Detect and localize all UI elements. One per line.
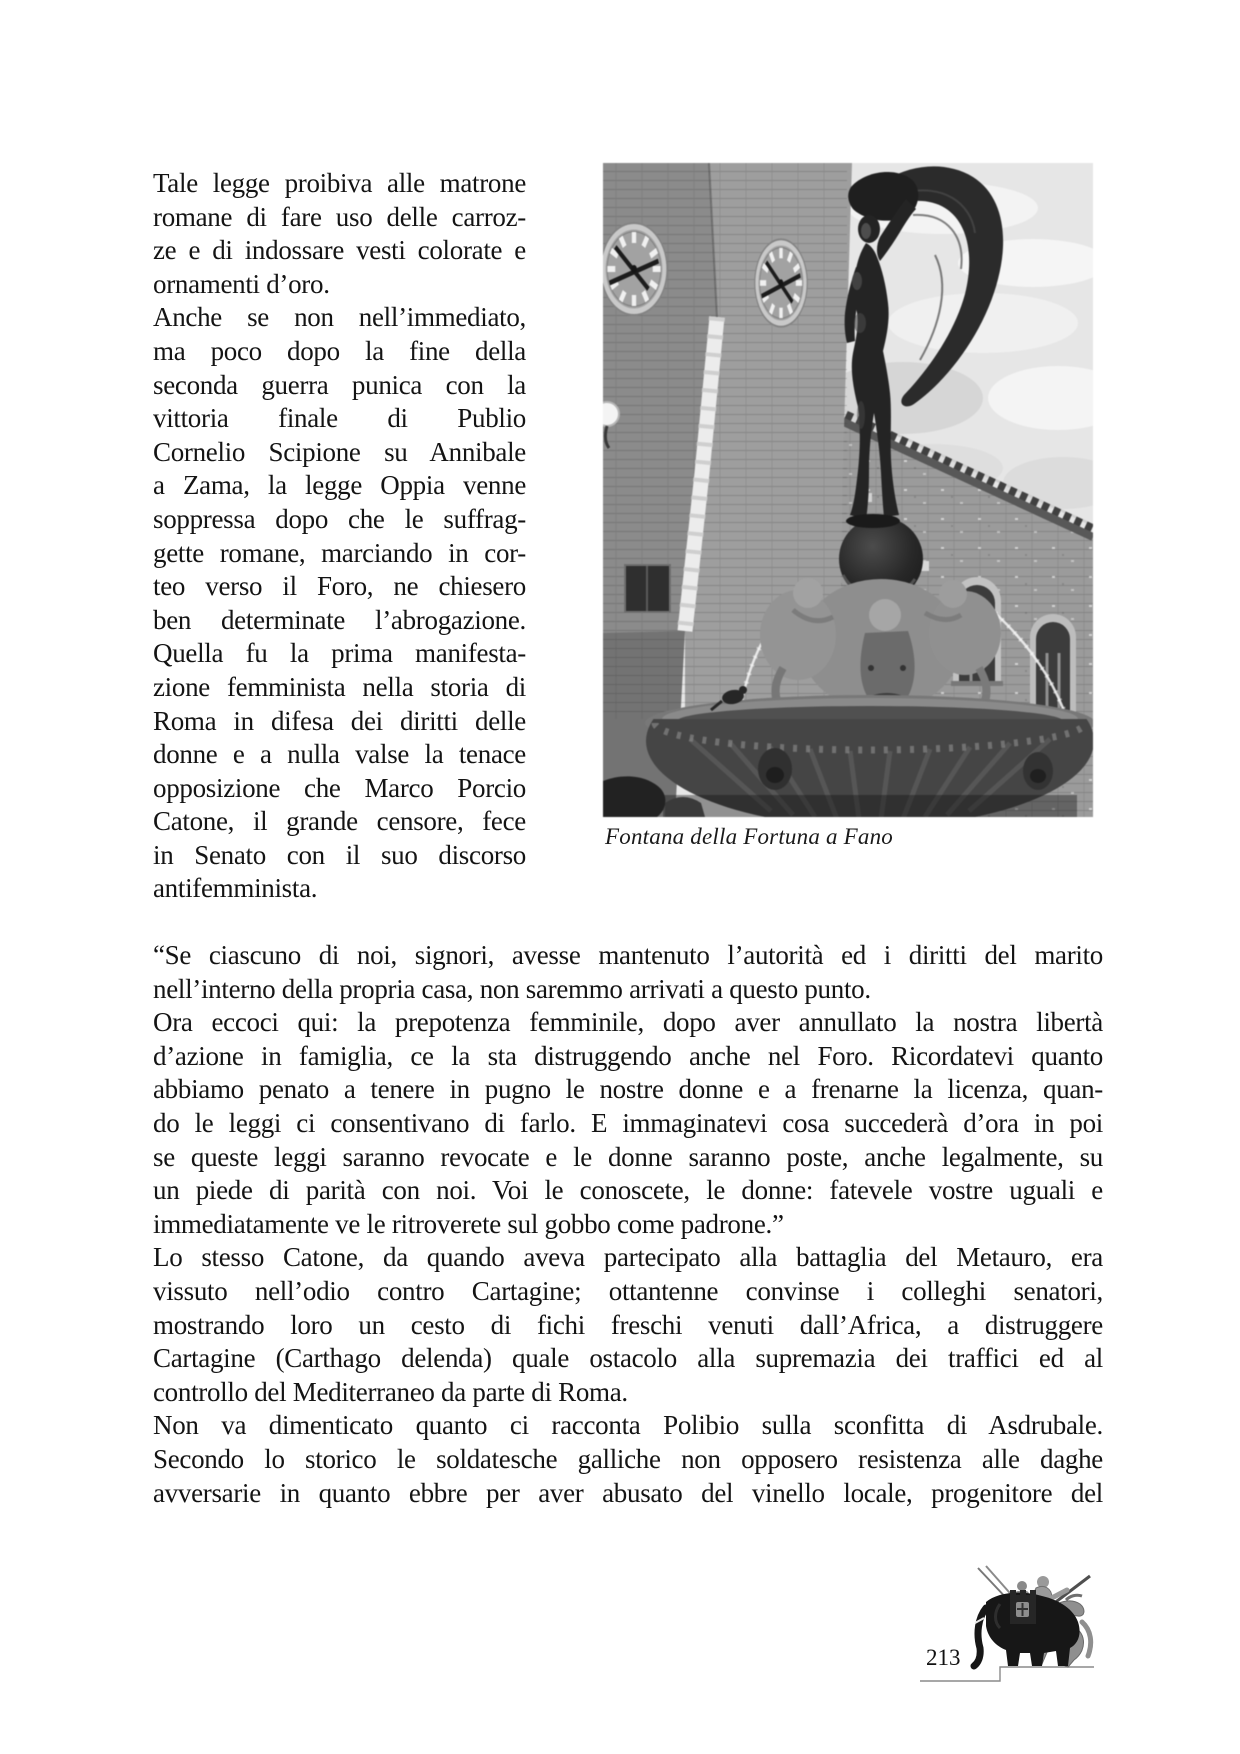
text-line: ornamenti d’oro. bbox=[153, 268, 330, 299]
text-line: Lo stesso Catone, da quando aveva partecipato alla battaglia del Metauro, era bbox=[153, 1242, 1103, 1273]
howdah-icon bbox=[1010, 1590, 1036, 1624]
fountain-photo-icon bbox=[603, 163, 1093, 817]
text-line: immediatamente ve le ritroverete sul gobbo come padrone.” bbox=[153, 1208, 784, 1239]
text-line: vissuto nell’odio contro Cartagine; ottantenne convinse i colleghi senatori, bbox=[153, 1275, 1103, 1306]
text-line: gette romane, marciando in cor- bbox=[153, 537, 526, 568]
clock-face-icon bbox=[755, 239, 807, 326]
text-line: in Senato con il suo discorso bbox=[153, 839, 526, 870]
text-line: abbiamo penato a tenere in pugno le nostre donne e a frenarne la licenza, quan- bbox=[153, 1074, 1103, 1105]
lion-mask-icon bbox=[758, 748, 792, 790]
paragraph bbox=[153, 1409, 1103, 1510]
text-line: teo verso il Foro, ne chiesero bbox=[153, 571, 526, 602]
paragraph bbox=[153, 939, 1103, 1006]
paragraph bbox=[153, 301, 526, 906]
text-line: ze e di indossare vesti colorate e bbox=[153, 235, 526, 266]
text-line: Cartagine (Carthago delenda) quale ostacolo alla supremazia dei traffici ed al bbox=[153, 1343, 1103, 1374]
clock-face-icon bbox=[603, 223, 667, 315]
text-line: Quella fu la prima manifesta- bbox=[153, 638, 526, 669]
text-line: nell’interno della propria casa, non saremmo arrivati a questo punto. bbox=[153, 973, 871, 1004]
text-line: Secondo lo storico le soldatesche galliche non opposero resistenza alle daghe bbox=[153, 1443, 1103, 1474]
text-line: soppressa dopo che le suffrag- bbox=[153, 503, 526, 534]
war-elephant-emblem-icon bbox=[970, 1560, 1095, 1670]
text-line: opposizione che Marco Porcio bbox=[153, 772, 526, 803]
text-line: “Se ciascuno di noi, signori, avesse mantenuto l’autorità ed i diritti del marito bbox=[153, 940, 1103, 970]
paragraph bbox=[153, 1241, 1103, 1409]
text-line: Ora eccoci qui: la prepotenza femminile, dopo aver annullato la nostra libertà bbox=[153, 1007, 1103, 1038]
paragraph bbox=[153, 167, 526, 301]
text-line: a Zama, la legge Oppia venne bbox=[153, 470, 526, 501]
text-line: se queste leggi saranno revocate e le donne saranno poste, anche legalmente, su bbox=[153, 1141, 1103, 1172]
text-line: controllo del Mediterraneo da parte di Roma. bbox=[153, 1376, 628, 1407]
text-line: donne e a nulla valse la tenace bbox=[153, 739, 526, 770]
text-line: un piede di parità con noi. Voi le conoscete, le donne: fatevele vostre uguali e bbox=[153, 1175, 1103, 1206]
text-line: Anche se non nell’immediato, bbox=[153, 302, 526, 333]
text-line: Non va dimenticato quanto ci racconta Polibio sulla sconfitta di Asdrubale. bbox=[153, 1410, 1103, 1441]
text-line: Roma in difesa dei diritti delle bbox=[153, 705, 526, 736]
text-line: antifemminista. bbox=[153, 873, 318, 904]
left-text-column bbox=[153, 167, 526, 906]
text-line: Cornelio Scipione su Annibale bbox=[153, 436, 526, 467]
text-line: avversarie in quanto ebbre per aver abusato del vinello locale, progenitore del bbox=[153, 1477, 1103, 1508]
figure-caption: Fontana della Fortuna a Fano bbox=[605, 824, 893, 849]
paragraph bbox=[153, 1006, 1103, 1241]
text-line: seconda guerra punica con la bbox=[153, 369, 526, 400]
text-line: zione femminista nella storia di bbox=[153, 671, 526, 702]
text-line: Tale legge proibiva alle matrone bbox=[153, 168, 526, 198]
text-line: vittoria finale di Publio bbox=[153, 403, 526, 434]
text-line: mostrando loro un cesto di fichi freschi venuti dall’Africa, a distruggere bbox=[153, 1309, 1103, 1340]
page-number: 213 bbox=[926, 1645, 961, 1670]
text-line: ben determinate l’abrogazione. bbox=[153, 604, 526, 635]
text-line: ma poco dopo la fine della bbox=[153, 335, 526, 366]
lion-mask-icon bbox=[1023, 752, 1053, 790]
text-line: romane di fare uso delle carroz- bbox=[153, 201, 526, 232]
text-line: d’azione in famiglia, ce la sta distruggendo anche nel Foro. Ricordatevi quanto bbox=[153, 1040, 1103, 1071]
text-line: do le leggi ci consentivano di farlo. E immaginatevi cosa succederà d’ora in poi bbox=[153, 1107, 1103, 1138]
arch-window-icon bbox=[1030, 614, 1076, 717]
figure-fountain bbox=[603, 163, 1093, 850]
text-line: Catone, il grande censore, fece bbox=[153, 806, 526, 837]
street-lamp-icon bbox=[603, 402, 619, 426]
main-text bbox=[153, 939, 1103, 1510]
